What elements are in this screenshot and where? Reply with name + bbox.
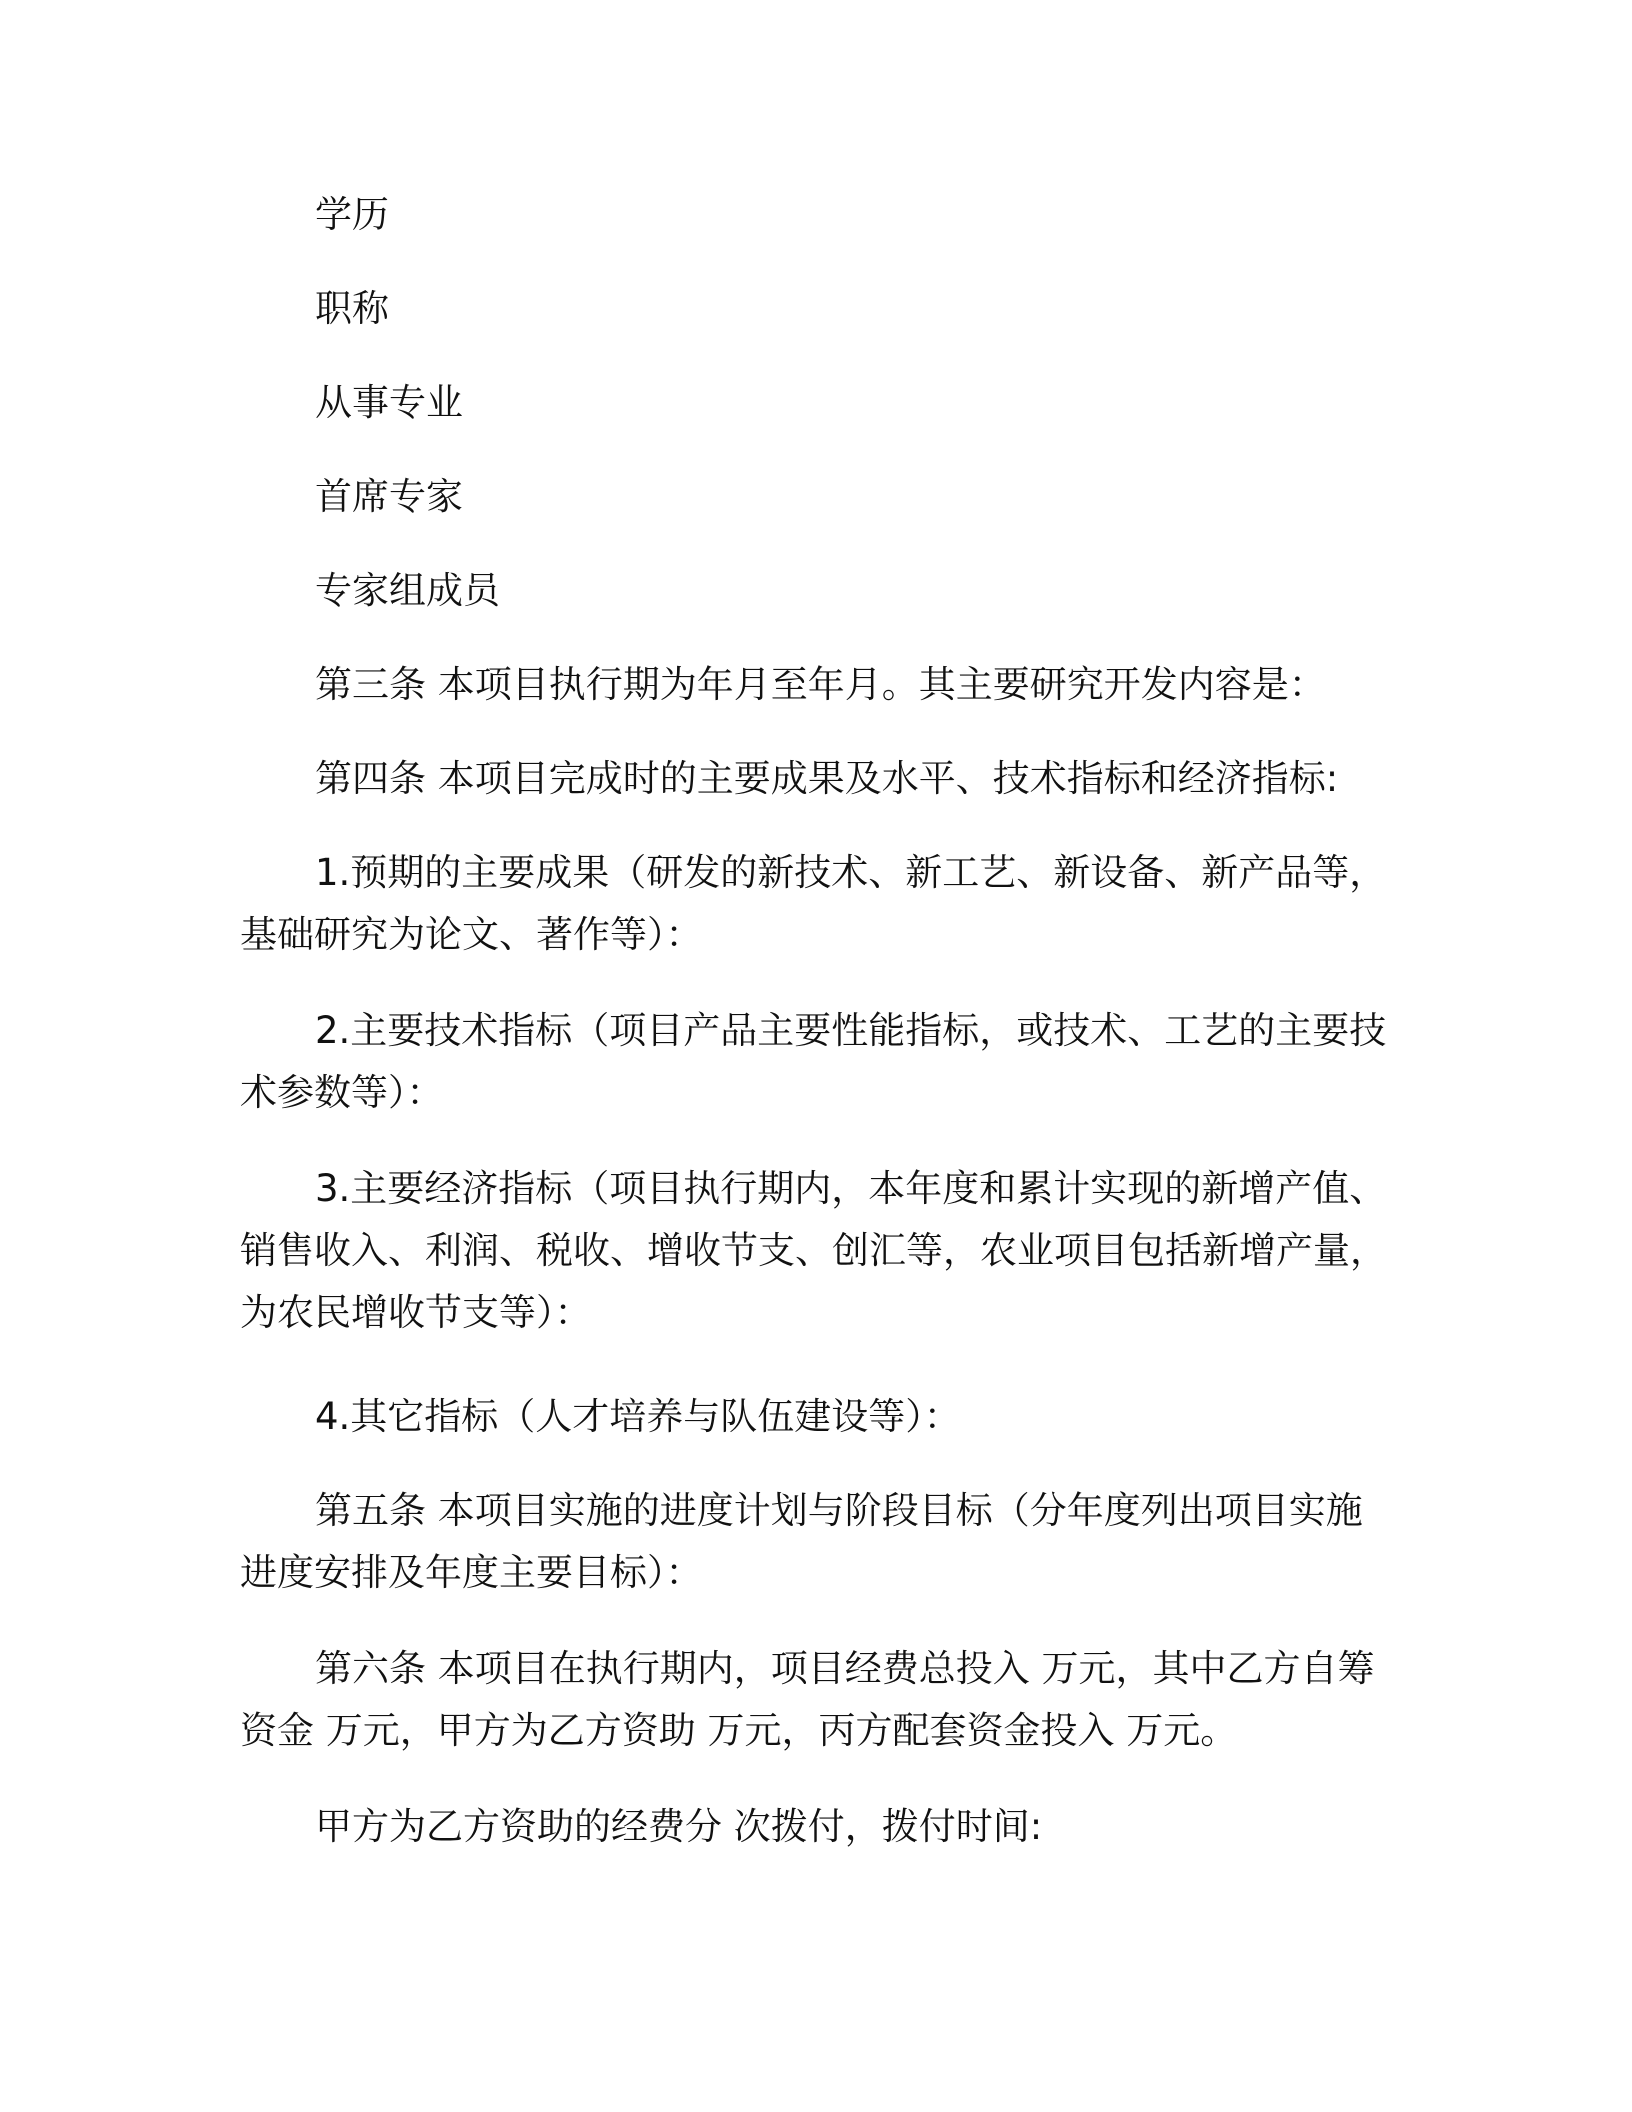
field-education: 学历 [315,193,389,236]
item-4-other-indicators: 4.其它指标（人才培养与队伍建设等）： [315,1395,961,1438]
article-3: 第三条 本项目执行期为年月至年月。其主要研究开发内容是： [315,663,1326,706]
field-title: 职称 [315,287,389,330]
field-specialty: 从事专业 [315,381,463,424]
item-2-technical-indicators: 2.主要技术指标（项目产品主要性能指标，或技术、工艺的主要技术参数等）： [240,1009,1387,1114]
article-6: 第六条 本项目在执行期内，项目经费总投入 万元，其中乙方自筹资金 万元，甲方为乙方资助 万元，丙方配套资金投入 万元。 [240,1647,1375,1752]
article-5: 第五条 本项目实施的进度计划与阶段目标（分年度列出项目实施进度安排及年度主要目标）： [240,1489,1363,1594]
item-3-economic-indicators: 3.主要经济指标（项目执行期内，本年度和累计实现的新增产值、销售收入、利润、税收、增收节支、创汇等，农业项目包括新增产量，为农民增收节支等）： [240,1167,1387,1334]
item-1-expected-results: 1.预期的主要成果（研发的新技术、新工艺、新设备、新产品等，基础研究为论文、著作等）： [240,851,1387,956]
field-chief-expert: 首席专家 [315,475,463,518]
field-expert-members: 专家组成员 [315,569,500,612]
funding-schedule: 甲方为乙方资助的经费分 次拨付，拨付时间: [315,1805,1043,1848]
article-4: 第四条 本项目完成时的主要成果及水平、技术指标和经济指标: [315,757,1339,800]
